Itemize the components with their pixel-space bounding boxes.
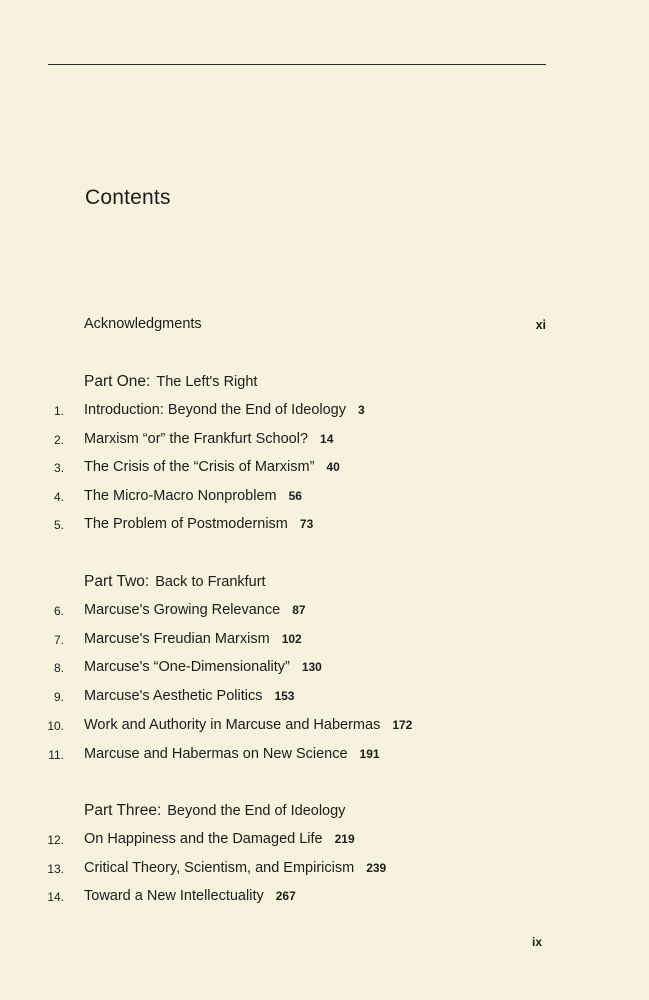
chapter-page: 219 bbox=[334, 832, 355, 846]
chapter-page: 56 bbox=[288, 489, 302, 503]
chapter-page: 14 bbox=[320, 432, 334, 446]
acknowledgments-entry bbox=[84, 316, 546, 332]
chapter-title: Toward a New Intellectuality bbox=[84, 888, 264, 904]
chapter-title: On Happiness and the Damaged Life bbox=[84, 831, 323, 847]
top-rule bbox=[48, 64, 546, 65]
chapter-number: 6. bbox=[53, 604, 64, 618]
chapter-title: Marcuse and Habermas on New Science bbox=[84, 746, 348, 762]
part-title: The Left's Right bbox=[156, 374, 258, 390]
chapter-number: 13. bbox=[47, 862, 64, 876]
chapter-title: The Crisis of the “Crisis of Marxism” bbox=[84, 459, 315, 475]
chapter-page: 153 bbox=[274, 689, 295, 703]
chapter-number: 9. bbox=[53, 690, 64, 704]
chapter-number: 8. bbox=[53, 661, 64, 675]
part-label: Part One: bbox=[84, 373, 151, 390]
chapter-title: The Problem of Postmodernism bbox=[84, 516, 288, 532]
chapter-number: 5. bbox=[53, 518, 64, 532]
chapter-page: 267 bbox=[275, 889, 296, 903]
chapter-number: 4. bbox=[53, 490, 64, 504]
chapter-page: 191 bbox=[359, 747, 380, 761]
part-title: Back to Frankfurt bbox=[155, 574, 266, 590]
chapter-page: 172 bbox=[392, 718, 413, 732]
chapter-title: Marxism “or” the Frankfurt School? bbox=[84, 431, 309, 447]
part-heading bbox=[84, 373, 257, 391]
chapter-number: 1. bbox=[53, 404, 64, 418]
part-label: Part Two: bbox=[84, 573, 150, 590]
part-label: Part Three: bbox=[84, 802, 162, 819]
chapter-number: 7. bbox=[53, 633, 64, 647]
chapter-page: 3 bbox=[358, 403, 365, 417]
chapter-title: Marcuse's Freudian Marxism bbox=[84, 631, 270, 647]
chapter-title: Marcuse's Aesthetic Politics bbox=[84, 688, 263, 704]
part-heading bbox=[84, 802, 345, 820]
chapter-page: 73 bbox=[299, 517, 314, 531]
chapter-number: 3. bbox=[53, 461, 64, 475]
acknowledgments-label: Acknowledgments bbox=[84, 316, 202, 332]
chapter-title: Work and Authority in Marcuse and Habermas bbox=[84, 717, 381, 733]
chapter-number: 14. bbox=[47, 890, 64, 904]
chapter-title: Marcuse's “One-Dimensionality” bbox=[84, 659, 290, 675]
chapter-number: 2. bbox=[53, 433, 64, 447]
chapter-title: Introduction: Beyond the End of Ideology bbox=[84, 402, 346, 418]
chapter-title: Critical Theory, Scientism, and Empiricism bbox=[84, 860, 355, 876]
page-folio: ix bbox=[532, 935, 543, 949]
chapter-page: 239 bbox=[366, 861, 387, 875]
chapter-number: 12. bbox=[47, 833, 64, 847]
part-heading bbox=[84, 573, 266, 591]
chapter-page: 40 bbox=[326, 460, 340, 474]
chapter-number: 11. bbox=[48, 748, 64, 762]
chapter-page: 87 bbox=[292, 603, 306, 617]
acknowledgments-page: xi bbox=[535, 318, 546, 332]
page-title: Contents bbox=[85, 186, 171, 209]
part-title: Beyond the End of Ideology bbox=[167, 803, 346, 819]
chapter-page: 130 bbox=[301, 660, 322, 674]
chapter-page: 102 bbox=[281, 632, 302, 646]
chapter-title: The Micro-Macro Nonproblem bbox=[84, 488, 277, 504]
chapter-number: 10. bbox=[47, 719, 64, 733]
chapter-title: Marcuse's Growing Relevance bbox=[84, 602, 281, 618]
